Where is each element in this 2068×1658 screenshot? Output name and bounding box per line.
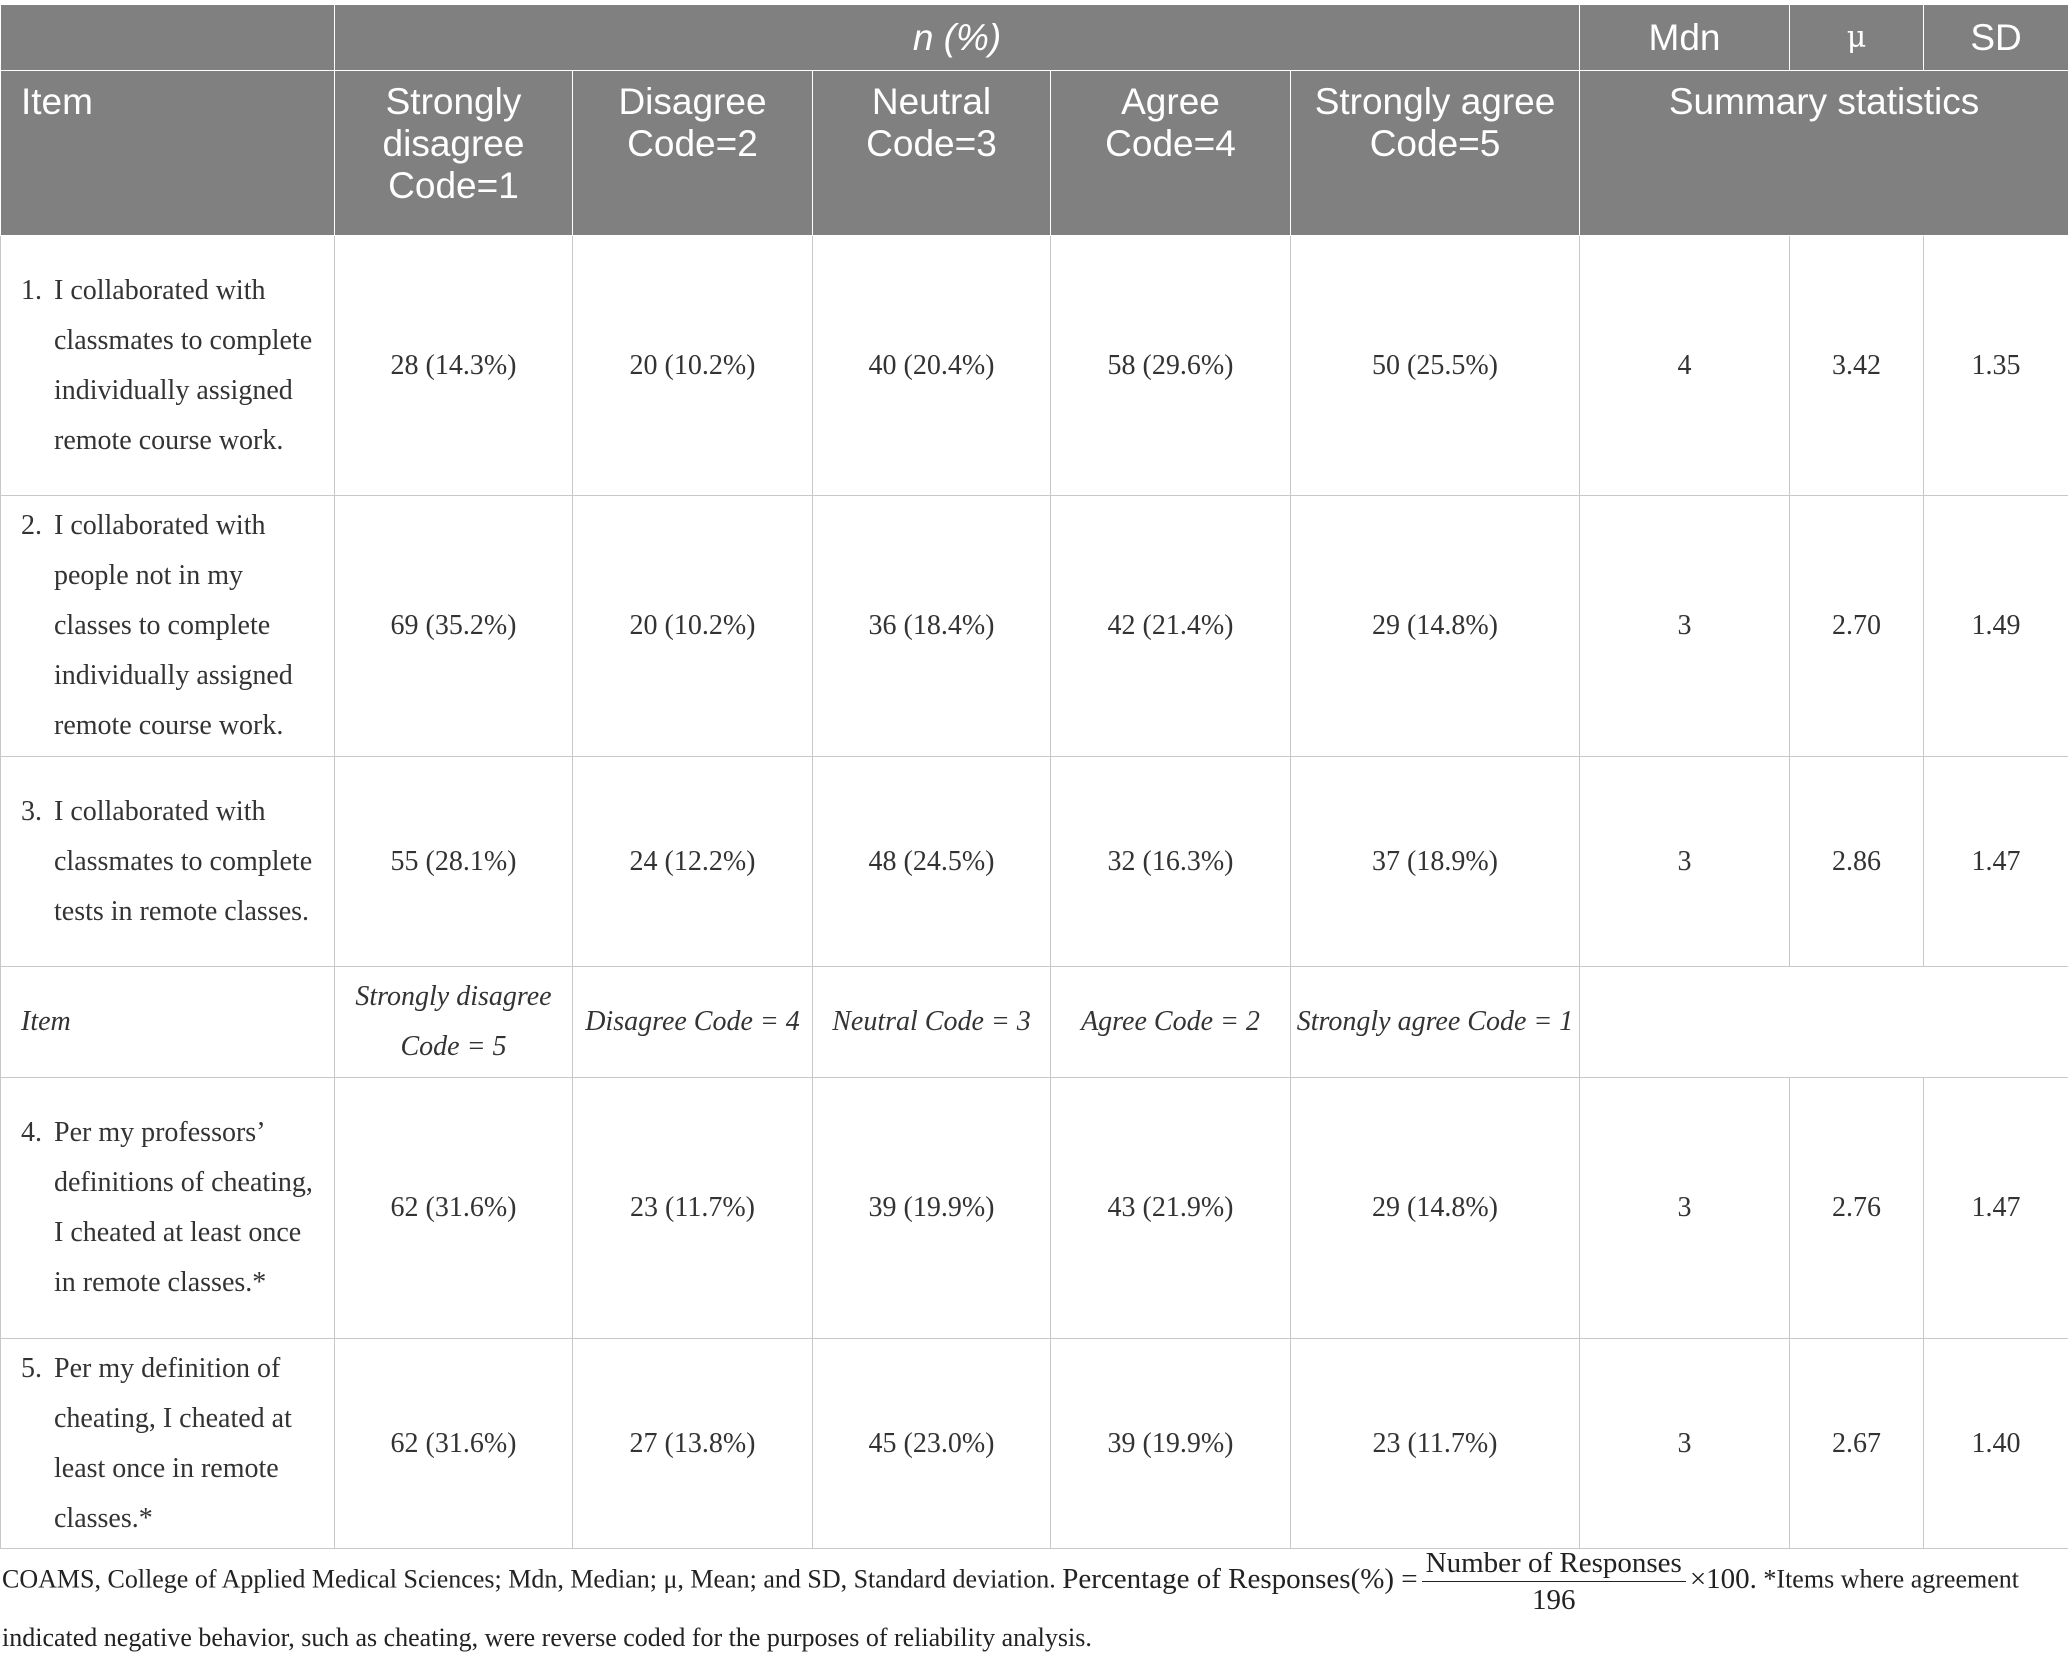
reverse-coded-subheader-row: [1, 967, 2068, 1078]
cell-sd: 1.47: [1924, 757, 2068, 967]
cell-strongly-agree: 29 (14.8%): [1291, 496, 1580, 757]
header-item: Item: [1, 71, 335, 236]
cell-mu: 2.86: [1790, 757, 1924, 967]
subheader-strongly-disagree: Strongly disagree Code = 5: [335, 967, 573, 1078]
cell-mdn: 3: [1580, 1078, 1790, 1339]
item-text: Per my definition of cheating, I cheated at least once in remote classes.*: [54, 1344, 319, 1544]
item-cell: [1, 496, 335, 757]
cell-neutral: 36 (18.4%): [813, 496, 1051, 757]
table-row: [1, 757, 2068, 967]
cell-neutral: 48 (24.5%): [813, 757, 1051, 967]
cell-neutral: 39 (19.9%): [813, 1078, 1051, 1339]
item-cell: [1, 1339, 335, 1549]
cell-disagree: 23 (11.7%): [573, 1078, 813, 1339]
cell-strongly-agree: 29 (14.8%): [1291, 1078, 1580, 1339]
cell-strongly-disagree: 55 (28.1%): [335, 757, 573, 967]
cell-mdn: 3: [1580, 496, 1790, 757]
subheader-agree: Agree Code = 2: [1051, 967, 1291, 1078]
header-n-percent: n (%): [335, 5, 1580, 71]
table-row: [1, 1339, 2068, 1549]
formula-right: ×100.: [1690, 1563, 1757, 1595]
header-sd: SD: [1924, 5, 2068, 71]
cell-disagree: 20 (10.2%): [573, 236, 813, 496]
header-neutral: Neutral Code=3: [813, 71, 1051, 236]
subheader-summary-empty: [1580, 967, 2068, 1078]
header-strongly-agree: Strongly agree Code=5: [1291, 71, 1580, 236]
item-number: 4.: [21, 1108, 54, 1158]
cell-mu: 2.70: [1790, 496, 1924, 757]
item-number: 2.: [21, 501, 54, 551]
subheader-disagree: Disagree Code = 4: [573, 967, 813, 1078]
item-text: I collaborated with classmates to complete tests in remote classes.: [54, 787, 319, 937]
formula-left: Percentage of Responses(%) =: [1062, 1563, 1417, 1595]
cell-mu: 2.67: [1790, 1339, 1924, 1549]
header-disagree: Disagree Code=2: [573, 71, 813, 236]
footnote-abbreviations: COAMS, College of Applied Medical Sciences; Mdn, Median; μ, Mean; and SD, Standard deviation.: [2, 1564, 1056, 1593]
formula-numerator: Number of Responses: [1422, 1545, 1686, 1582]
cell-agree: 43 (21.9%): [1051, 1078, 1291, 1339]
item-number: 5.: [21, 1344, 54, 1394]
item-text: Per my professors’ definitions of cheating, I cheated at least once in remote classes.*: [54, 1108, 319, 1308]
cell-mdn: 3: [1580, 1339, 1790, 1549]
cell-disagree: 24 (12.2%): [573, 757, 813, 967]
table-footnote: [2, 1545, 2064, 1658]
item-number: 1.: [21, 266, 54, 316]
table-row: [1, 236, 2068, 496]
header-empty-cell: [1, 5, 335, 71]
subheader-strongly-agree: Strongly agree Code = 1: [1291, 967, 1580, 1078]
cell-disagree: 27 (13.8%): [573, 1339, 813, 1549]
cell-sd: 1.40: [1924, 1339, 2068, 1549]
cell-strongly-disagree: 69 (35.2%): [335, 496, 573, 757]
percentage-formula: [1062, 1545, 1757, 1618]
cell-mdn: 4: [1580, 236, 1790, 496]
cell-strongly-disagree: 62 (31.6%): [335, 1339, 573, 1549]
cell-strongly-agree: 23 (11.7%): [1291, 1339, 1580, 1549]
cell-mu: 3.42: [1790, 236, 1924, 496]
cell-strongly-agree: 50 (25.5%): [1291, 236, 1580, 496]
cell-sd: 1.49: [1924, 496, 2068, 757]
cell-agree: 32 (16.3%): [1051, 757, 1291, 967]
cell-neutral: 45 (23.0%): [813, 1339, 1051, 1549]
table-row: [1, 496, 2068, 757]
cell-mdn: 3: [1580, 757, 1790, 967]
cell-agree: 39 (19.9%): [1051, 1339, 1291, 1549]
footnote-reverse-coding-note: *Items where agreement indicated negative behavior, such as cheating, were reverse coded for the purposes of reliability analysis.: [2, 1564, 2019, 1652]
item-text: I collaborated with people not in my classes to complete individually assigned remote course work.: [54, 501, 319, 751]
cell-agree: 58 (29.6%): [1051, 236, 1291, 496]
header-mdn: Mdn: [1580, 5, 1790, 71]
header-mu: μ: [1790, 5, 1924, 71]
header-row-bottom: [1, 71, 2068, 236]
header-row-top: [1, 5, 2068, 71]
item-cell: [1, 757, 335, 967]
subheader-neutral: Neutral Code = 3: [813, 967, 1051, 1078]
cell-strongly-disagree: 62 (31.6%): [335, 1078, 573, 1339]
formula-denominator: 196: [1422, 1582, 1686, 1618]
cell-mu: 2.76: [1790, 1078, 1924, 1339]
header-agree: Agree Code=4: [1051, 71, 1291, 236]
item-cell: [1, 1078, 335, 1339]
item-cell: [1, 236, 335, 496]
formula-fraction: [1422, 1545, 1686, 1618]
item-number: 3.: [21, 787, 54, 837]
cell-strongly-disagree: 28 (14.3%): [335, 236, 573, 496]
cell-sd: 1.47: [1924, 1078, 2068, 1339]
cell-disagree: 20 (10.2%): [573, 496, 813, 757]
item-text: I collaborated with classmates to complete individually assigned remote course work.: [54, 266, 319, 466]
header-summary-statistics: Summary statistics: [1580, 71, 2068, 236]
subheader-item: Item: [1, 967, 335, 1078]
table-row: [1, 1078, 2068, 1339]
results-table: [0, 4, 2068, 1549]
header-strongly-disagree: Strongly disagree Code=1: [335, 71, 573, 236]
cell-sd: 1.35: [1924, 236, 2068, 496]
cell-strongly-agree: 37 (18.9%): [1291, 757, 1580, 967]
cell-neutral: 40 (20.4%): [813, 236, 1051, 496]
cell-agree: 42 (21.4%): [1051, 496, 1291, 757]
